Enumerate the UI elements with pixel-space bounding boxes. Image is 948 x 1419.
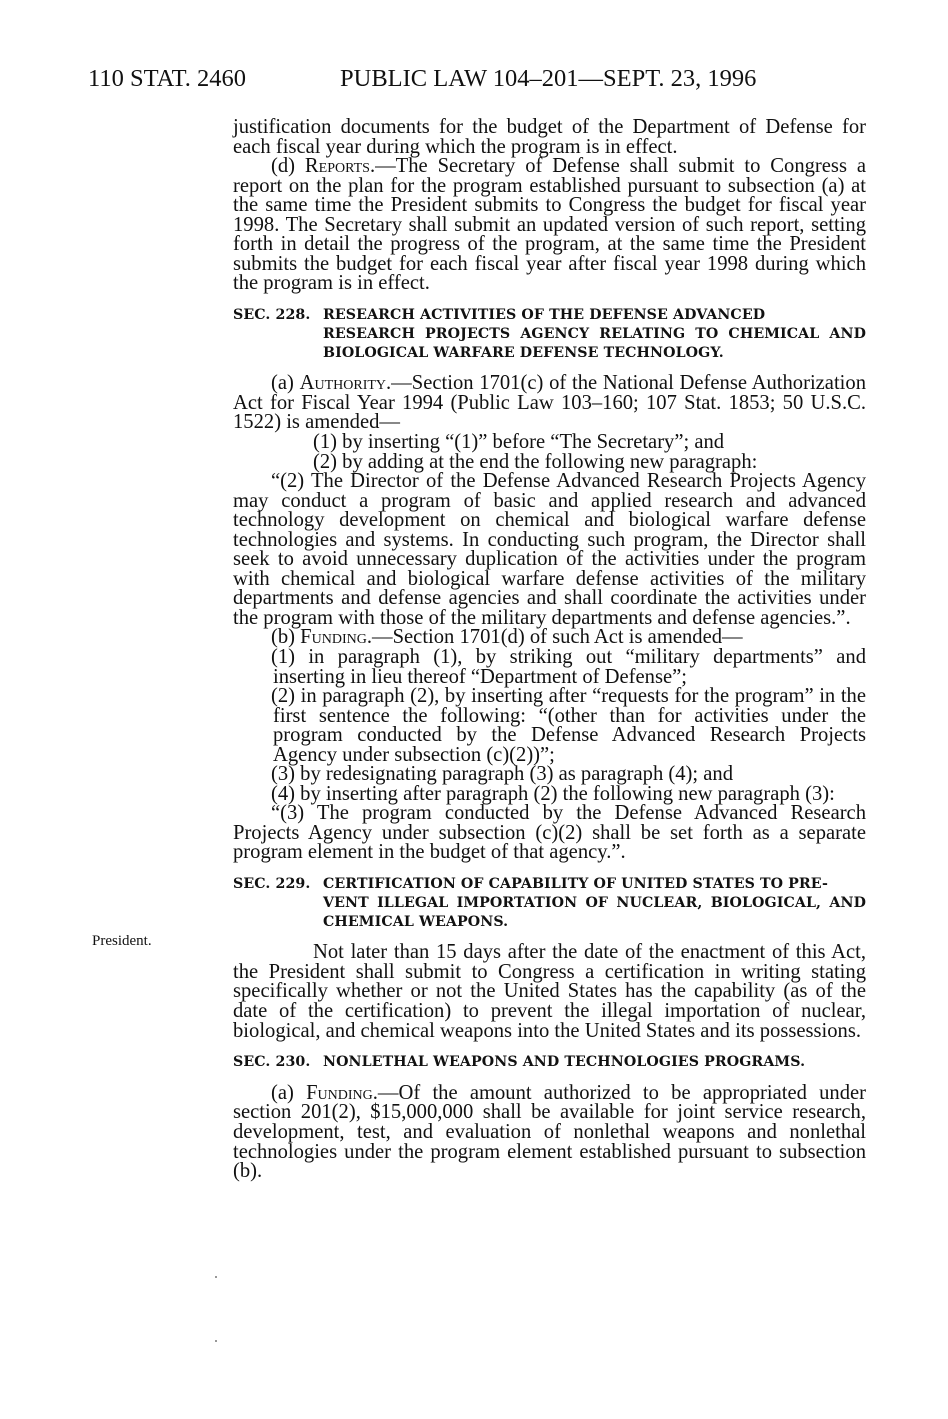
subsection-heading: Reports (304, 155, 370, 178)
subsection-a-funding: (a) Funding.—Of the amount authorized to be appropriated under section 201(2), $15,000,000 shall be available for joint service research, development, test, and evaluation of nonlethal weapons and nonlethal technologies under the program element established pursuant to subsection (b). (233, 1081, 866, 1183)
section-title: CERTIFICATION OF CAPABILITY OF UNITED STATES TO PRE- (323, 875, 828, 892)
subsection-heading: Funding (300, 626, 367, 649)
section-number: SEC. 230. (233, 1054, 311, 1071)
stat-reference: 110 STAT. 2460 (88, 65, 246, 92)
subsection-heading: Funding (306, 1081, 373, 1104)
document-body (233, 118, 866, 1182)
page-header (88, 64, 868, 94)
scan-speck (215, 1340, 217, 1342)
margin-note: President. (92, 933, 152, 949)
paragraph-a2: (2) by adding at the end the following new paragraph: (313, 450, 758, 473)
subsection-d-reports: (d) Reports.—The Secretary of Defense shall submit to Congress a report on the plan for the program established pursuant to subsection (a) at the same time the President submits to Congress the budget for fiscal year 1998. The Secretary shall submit an updated version of such report, setting forth in detail the progress of the program, at the same time the President submits the budget for each fiscal year after fiscal year 1998 during which the program is in effect. (233, 155, 866, 295)
section-229-text: Not later than 15 days after the date of the enactment of this Act, the President shall submit to Congress a certification in writing stating specifically whether or not the United States has the capability (as of the date of the certification) to prevent the illegal importation of nuclear, biological, and chemical weapons into the United States and its possessions. (233, 941, 866, 1042)
section-number: SEC. 229. (233, 875, 311, 892)
section-title-continued: RESEARCH PROJECTS AGENCY RELATING TO CHEMICAL AND BIOLOGICAL WARFARE DEFENSE TECHNOLOGY. (323, 325, 866, 361)
section-title: NONLETHAL WEAPONS AND TECHNOLOGIES PROGRAMS. (323, 1054, 806, 1071)
paragraph-b1: (1) in paragraph (1), by striking out “military departments” and inserting in lieu thereof “Department of Defense”; (271, 645, 866, 688)
quoted-paragraph-a: “(2) The Director of the Defense Advanced Research Projects Agency may conduct a program of basic and applied research and advanced technology development on chemical and biological warfare defense technologies and systems. In conducting such program, the Director shall seek to avoid unnecessary duplication of the activities under the program with chemical and biological warfare defense activities of the military departments and defense agencies and shall coordinate the activities under the program with those of the military departments and defense agencies.”. (233, 470, 866, 629)
paragraph-a1: (1) by inserting “(1)” before “The Secretary”; and (313, 430, 725, 453)
subsection-a-authority: (a) Authority.—Section 1701(c) of the National Defense Authorization Act for Fiscal Year 1994 (Public Law 103–160; 107 Stat. 1853; 50 U.S.C. 1522) is amended— (233, 372, 866, 434)
public-law-citation: PUBLIC LAW 104–201—SEPT. 23, 1996 (340, 65, 757, 92)
scan-speck (215, 1276, 217, 1278)
subsection-b-funding: (b) Funding.—Section 1701(d) of such Act is amended— (271, 626, 743, 649)
subsection-heading: Authority (299, 372, 387, 395)
paragraph-b2: (2) in paragraph (2), by inserting after “requests for the program” in the first sentence the following: “(other than for activities under the program conducted by the Defense Advanced Research Projects Agency under subsection (c)(2))”; (271, 685, 866, 766)
quoted-paragraph-b: “(3) The program conducted by the Defense Advanced Research Projects Agency under subsection (c)(2) shall be set forth as a separate program element in the budget of that agency.”. (233, 802, 866, 864)
section-228-heading (233, 306, 866, 362)
section-title: RESEARCH ACTIVITIES OF THE DEFENSE ADVANCED (323, 306, 766, 323)
section-230-heading (233, 1053, 866, 1072)
section-229-heading (233, 875, 866, 931)
section-title-continued: VENT ILLEGAL IMPORTATION OF NUCLEAR, BIOLOGICAL, AND CHEMICAL WEAPONS. (323, 894, 866, 930)
paragraph-b4: (4) by inserting after paragraph (2) the following new paragraph (3): (271, 782, 835, 805)
section-number: SEC. 228. (233, 306, 311, 323)
paragraph-continuation: justification documents for the budget of the Department of Defense for each fiscal year during which the program is in effect. (233, 116, 866, 158)
paragraph-b3: (3) by redesignating paragraph (3) as paragraph (4); and (271, 763, 734, 786)
